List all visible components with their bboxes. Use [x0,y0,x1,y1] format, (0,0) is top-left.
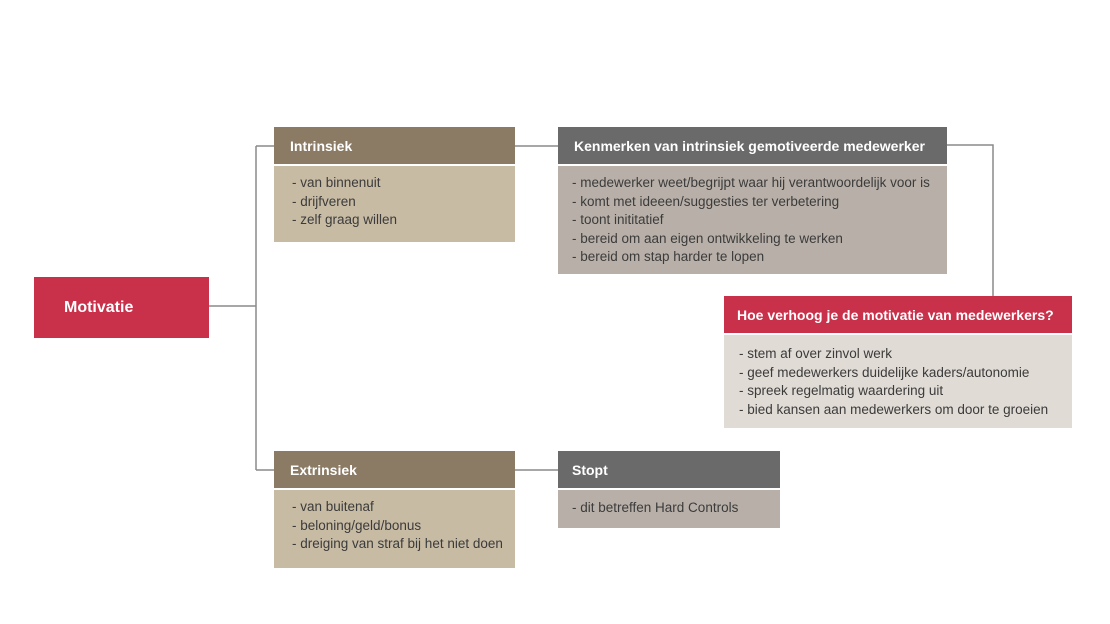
verhoog-item: - spreek regelmatig waardering uit [739,383,944,398]
intrinsiek-body [274,164,515,242]
extrinsiek-item: - dreiging van straf bij het niet doen [292,536,503,551]
intrinsiek-item: - zelf graag willen [292,212,398,227]
kenmerken-node [558,127,947,274]
connector-kenmerken-verhoog [947,145,993,297]
kenmerken-body [558,164,947,274]
stopt-body [558,488,780,528]
motivatie-node [34,277,209,338]
intrinsiek-item: - drijfveren [292,193,356,209]
kenmerken-title: Kenmerken van intrinsiek gemotiveerde medewerker [558,127,947,164]
kenmerken-item: - toont inititatief [572,212,664,227]
verhoog-title: Hoe verhoog je de motivatie van medewerkers? [724,296,1072,333]
verhoog-item: - stem af over zinvol werk [739,346,893,361]
verhoog-node [724,296,1072,428]
verhoog-item: - geef medewerkers duidelijke kaders/autonomie [739,364,1030,380]
extrinsiek-title: Extrinsiek [274,451,515,488]
extrinsiek-item: - van buitenaf [292,499,374,514]
kenmerken-item: - bereid om aan eigen ontwikkeling te werken [572,230,843,246]
verhoog-body [724,333,1072,428]
stopt-node [558,451,780,528]
intrinsiek-node [274,127,515,242]
kenmerken-item: - medewerker weet/begrijpt waar hij verantwoordelijk voor is [572,175,930,190]
kenmerken-item: - bereid om stap harder te lopen [572,249,765,264]
extrinsiek-item: - beloning/geld/bonus [292,517,422,533]
intrinsiek-title: Intrinsiek [274,127,515,164]
stopt-title: Stopt [558,451,780,488]
extrinsiek-body [274,488,515,568]
motivatie-label: Motivatie [64,298,134,316]
intrinsiek-item: - van binnenuit [292,175,381,190]
extrinsiek-node [274,451,515,568]
verhoog-item: - bied kansen aan medewerkers om door te groeien [739,401,1049,417]
kenmerken-item: - komt met ideeen/suggesties ter verbetering [572,193,840,209]
stopt-item: - dit betreffen Hard Controls [572,500,739,515]
